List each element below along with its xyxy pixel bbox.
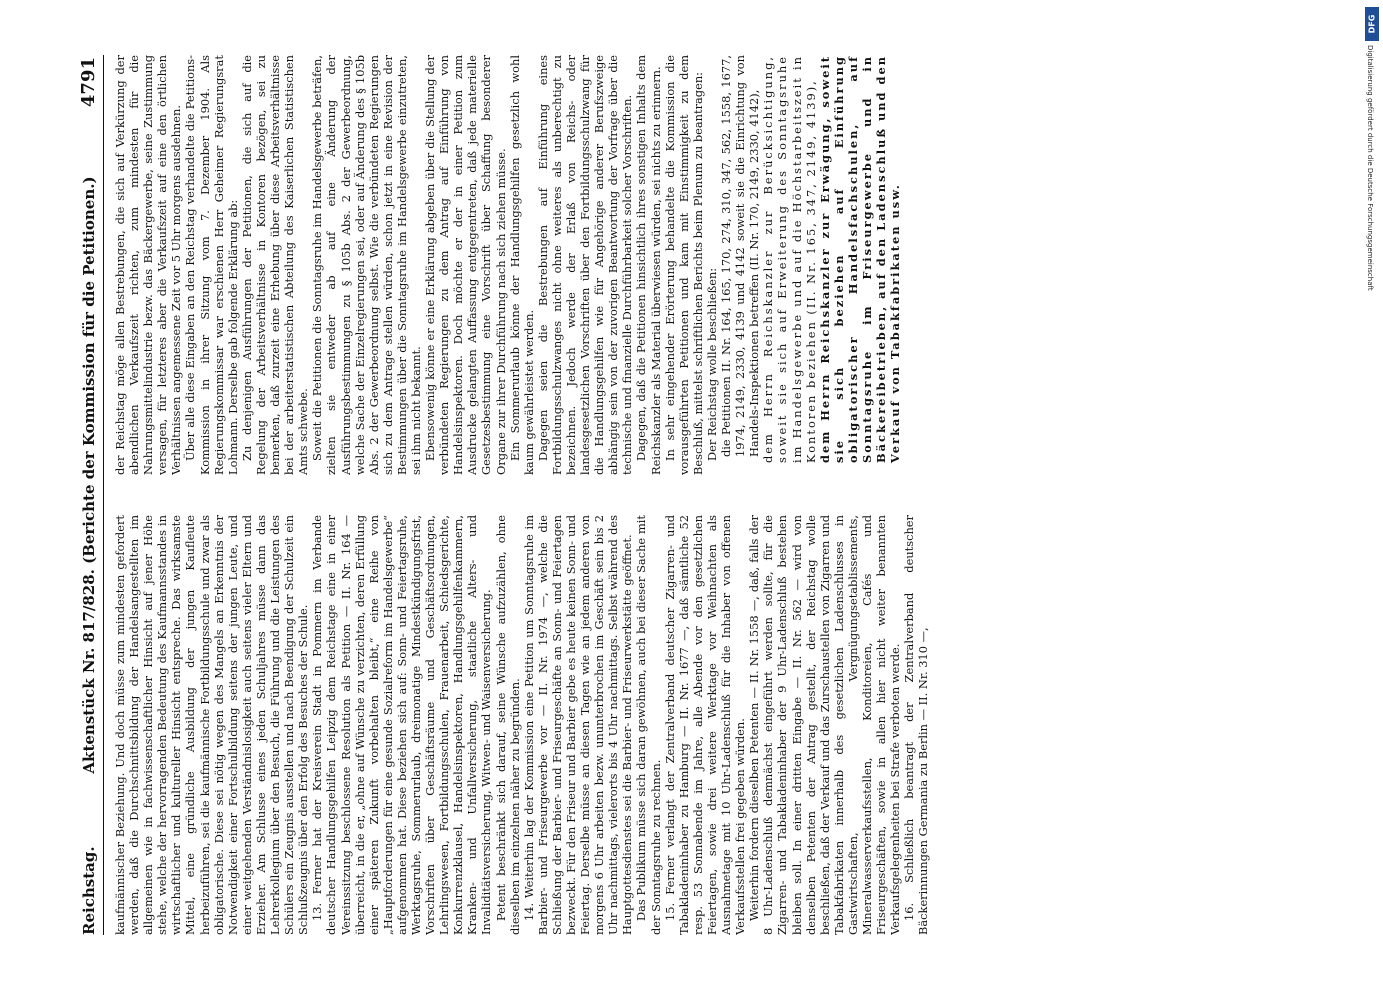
paragraph: 16. Schließlich beantragt der Zentralverband deutscher Bäckerinnungen Germania zu Berlin — II. Nr. 310 —, bbox=[902, 515, 931, 935]
resolution-item: dem Herrn Reichskanzler zur Erwägung, soweit sie sich beziehen auf Einführung obligatorischer Handelsfachschulen, auf Sonntagsruhe im Friseurgewerbe und in Bäckereibetrieben, auf den Ladenschluß und den Verkauf von Tabakfabrikaten usw. bbox=[817, 55, 903, 463]
rotated-page bbox=[75, 55, 1305, 935]
paragraph: Das Publikum müsse sich daran gewöhnen, auch bei dieser Sache mit der Sonntagsruhe zu rechnen. bbox=[634, 515, 663, 935]
paragraph: In sehr eingehender Erörterung behandelte die Kommission die vorausgeführten Petitionen und kam mit Einstimmigkeit zu dem Beschluß, mittelst schriftlichen Berichts beim Plenum zu beantragen: bbox=[662, 55, 705, 475]
paragraph: Ein Sommerurlaub könne der Handlungsgehilfen gesetzlich wohl kaum gewährleistet werden. bbox=[507, 55, 536, 475]
paragraph: Weiterhin fordern dieselben Petenten — II. Nr. 1558 —, daß, falls der 8 Uhr-Ladenschluß demnächst eingeführt werden sollte, für die Zigarren- und Tabakladeninhaber der 9 Uhr-Ladenschluß bestehen bleiben soll. In einer dritten Eingabe — II. Nr. 562 — wird von denselben Petenten der Antrag gestellt, der Reichstag wolle beschließen, daß der Verkauf und das Zurschaustellen von Zigarren und Tabakfabrikaten innerhalb des gesetzlichen Ladenschlusses in Gastwirtschaften, Vergnügungsetablissements, Mineralwasserverkaufsstellen, Konditoreien, Cafés und Friseurgeschäften, sowie in allen hier nicht weiter benannten Verkaufsgelegenheiten bei Strafe verboten werde. bbox=[747, 515, 903, 935]
resolution-heading: Der Reichstag wolle beschließen: bbox=[704, 267, 719, 461]
page-header bbox=[75, 55, 104, 935]
digitization-note: Digitalisierung gefördert durch die Deutsche Forschungsgemeinschaft bbox=[1366, 45, 1374, 291]
paragraph: Zu denjenigen Ausführungen der Petitionen, die sich auf die Regelung der Arbeitsverhältnisse in Kontoren bezögen, sei zu bemerken, daß zurzeit eine Erhebung über diese Arbeitsverhältnisse bei der arbeiterstatistischen Abteilung des Kaiserlichen Statistischen Amts schwebe. bbox=[239, 55, 311, 475]
paragraph: 13. Ferner hat der Kreisverein Stadt in Pommern im Verbande deutscher Handlungsgehilfen Leipzig dem Reichstage eine in einer Vereinssitzung beschlossene Resolution als Petition — II. Nr. 164 — überreicht, in die er, „ohne auf Wünsche zu verzichten, deren Erfüllung einer späteren Zukunft vorbehalten bleibt,“ eine Reihe von „Hauptforderungen für eine gesunde Sozialreform im Handelsgewerbe“ aufgenommen hat. Diese beziehen sich auf: Sonn- und Feiertagsruhe, Werktagsruhe, Sommerurlaub, dreimonatige Mindestkündigungsfrist, Vorschriften über Geschäftsräume und Geschäftsordnungen, Lehrlingswesen, Fortbildungsschulen, Frauenarbeit, Schiedsgerichte, Konkurrenzklausel, Handelsinspektoren, Handlungsgehilfenkammern, Kranken- und Unfallversicherung, staatliche Alters- und Invaliditätsversicherung, Witwen- und Waisenversicherung. bbox=[310, 515, 494, 935]
paragraph: Ebensowenig könne er eine Erklärung abgeben über die Stellung der verbündeten Regierungen zu dem Antrag auf Einführung von Handelsinspektoren. Doch möchte er der in einer Petition zum Ausdrucke gelangten Auffassung entgegentreten, daß jede materielle Gesetzesbestimmung eine Vorschrift über Schaffung besonderer Organe zur ihrer Durchführung nach sich ziehen müsse. bbox=[423, 55, 508, 475]
paragraph: 14. Weiterhin lag der Kommission eine Petition um Sonntagsruhe im Barbier- und Friseurgewerbe vor — II. Nr. 1974 —, welche die Schließung der Barbier- und Friseurgeschäfte an Sonn- und Feiertagen bezweckt. Für den Friseur und Barbier gebe es heute keinen Sonn- und Feiertag. Derselbe müsse an diesen Tagen wie an jedem anderen von morgens 6 Uhr arbeiten bezw. ununterbrochen im Geschäft sein bis 2 Uhr nachmittags, vielerorts bis 4 Uhr nachmittags. Selbst während des Hauptgottesdienstes sei die Barbier- und Friseurwerkstätte geöffnet. bbox=[521, 515, 635, 935]
paragraph: Dagegen, daß die Petitionen hinsichtlich ihres sonstigen Inhalts dem Reichskanzler als Material überwiesen würden, sei nichts zu erinnern. bbox=[634, 55, 663, 475]
paragraph: Petent beschränkt sich darauf, seine Wünsche aufzuzählen, ohne dieselben im einzelnen näher zu begründen. bbox=[493, 515, 522, 935]
page-number: 4791 bbox=[78, 57, 99, 108]
paragraph: kaufmännischer Beziehung. Und doch müsse zum mindesten gefordert werden, daß die Durchschnittsbildung der Handelsangestellten im allgemeinen wie in fachwissenschaftlicher Hinsicht auf jener Höhe stehe, welche der hervorragenden Bedeutung des Kaufmannsstandes in wirtschaftlicher und kultureller Hinsicht entspreche. Das wirksamste Mittel, eine gründliche Ausbildung der jungen Kaufleute herbeizuführen, sei die kaufmännische Fortbildungsschule und zwar als obligatorische. Diese sei nötig wegen des Mangels an Erkenntnis der Notwendigkeit einer Fortschulbildung seitens der jungen Leute, und einer weitgehenden Verständnislosigkeit auch seitens vieler Eltern und Erzieher. Am Schlusse eines jeden Schuljahres müsse dann das Lehrerkollegium über den Besuch, die Führung und die Leistungen des Schülers ein Zeugnis ausstellen und nach Beendigung der Schulzeit ein Schlußzeugnis über den Erfolg des Besuches der Schule. bbox=[113, 515, 311, 935]
text-column-right bbox=[113, 55, 1298, 475]
resolution-item: dem Herrn Reichskanzler zur Berücksichtigung, soweit sie sich auf Erweiterung des Sonntagsruhe im Handelsgewerbe und auf die Höchstarbeitszeit in Kontoren beziehen (II. Nr. 165, 347, 2149, 4139), bbox=[761, 55, 818, 463]
dfg-logo: DFG bbox=[1365, 7, 1379, 41]
paragraph: 15. Ferner verlangt der Zentralverband deutscher Zigarren- und Tabakladeninhaber zu Hamburg — II. Nr. 1677 —, daß sämtliche 52 resp. 53 Sonnabende im Jahre, alle Abende vor den gesetzlichen Feiertagen, sowie drei weitere Werktage vor Weihnachten als Ausnahmetage mit 10 Uhr-Ladenschluß für die Inhaber von offenen Verkaufsstellen frei gegeben würden. bbox=[662, 515, 748, 935]
paragraph: Dagegen seien die Bestrebungen auf Einführung eines Fortbildungsschulzwanges nicht ohne weiteres als unberechtigt zu bezeichnen. Jedoch werde der Erlaß von Reichs- oder landesgesetzlichen Vorschriften über den Fortbildungsschulzwang für die Handlungsgehilfen wie für Angehörige anderer Berufszweige abhängig sein von der zuvorigen Beantwortung der Vorfrage über die technische und finanzielle Durchführbarkeit solcher Vorschriften. bbox=[535, 55, 635, 475]
header-title: Aktenstück Nr. 817/828. (Berichte der Kommission für die Petitionen.) bbox=[80, 176, 98, 774]
paragraph: Soweit die Petitionen die Sonntagsruhe im Handelsgewerbe beträfen, zielten sie entweder ab auf eine Änderung der Ausführungsbestimmungen zu § 105b Abs. 2 der Gewerbeordnung, welche Sache der Einzelregierungen sei, oder auf Änderung des § 105b Abs. 2 der Gewerbeordnung selbst. Wie die verbündeten Regierungen sich zu dem Antrage stellen würden, schon jetzt in eine Revision der Bestimmungen über die Sonntagsruhe im Handelsgewerbe einzutreten, sei ihm nicht bekannt. bbox=[310, 55, 423, 475]
paragraph: der Reichstag möge allen Bestrebungen, die sich auf Verkürzung der abendlichen Verkaufszeit richten, zum mindesten für die Nahrungsmittelindustrie bezw. das Bäckergewerbe, seine Zustimmung versagen, für letzteres aber die Verkaufszeit auf eine den örtlichen Verhältnissen angemessene Zeit vor 5 Uhr morgens ausdehnen. bbox=[113, 55, 184, 475]
header-left: Reichstag. bbox=[80, 846, 98, 935]
text-column-left bbox=[113, 515, 1298, 935]
resolution-item: die Petitionen II. Nr. 164, 165, 170, 274, 310, 347, 562, 1558, 1677, 1974, 2149, 2330, 4139 und 4142 soweit sie die Einrichtung von Handels-Inspektionen betreffen (II. Nr. 170, 2149, 2330, 4142), bbox=[719, 55, 762, 457]
paragraph: Über alle diese Eingaben an den Reichstag verhandelte die Petitions-Kommission in ihrer Sitzung vom 7. Dezember 1904. Als Regierungskommissar war erschienen Herr Geheimer Regierungsrat Lohmann. Derselbe gab folgende Erklärung ab: bbox=[183, 55, 240, 475]
